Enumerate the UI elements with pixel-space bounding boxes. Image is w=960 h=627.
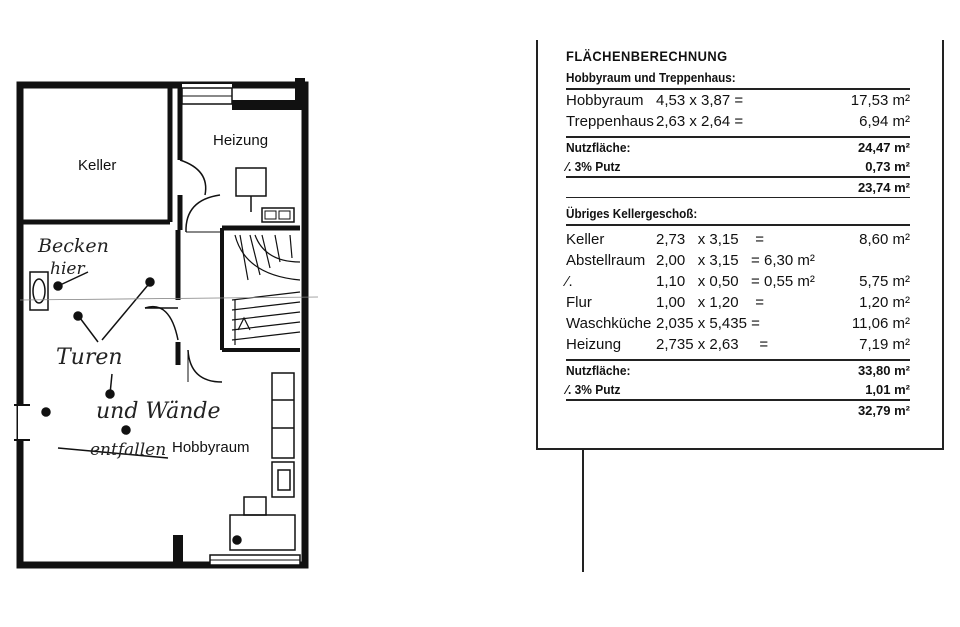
hall-door-arc-left: [145, 307, 178, 340]
row-name: Hobbyraum: [566, 92, 644, 109]
nutzflaeche-value: 33,80 m²: [857, 363, 910, 378]
putz-value: 0,73 m²: [865, 159, 910, 174]
calc-row: [566, 90, 910, 111]
boiler-units: [262, 208, 294, 222]
row-value: 7,19 m²: [859, 336, 910, 353]
area-calculation-box: [536, 40, 944, 450]
calc-row: [566, 313, 910, 334]
row-dimensions: 2,63 x 2,64 =: [656, 113, 744, 130]
row-dimensions: 1,10 x 0,50 = 0,55 m²: [656, 273, 815, 290]
calc-row: [566, 250, 910, 271]
nutzflaeche-label: Nutzfläche:: [566, 363, 631, 378]
room-label-keller: Keller: [78, 157, 117, 174]
total-row: [566, 401, 910, 420]
boiler: [236, 168, 266, 196]
putz-row: [566, 157, 910, 176]
row-name: Waschküche: [566, 315, 652, 332]
row-value: 6,94 m²: [859, 113, 910, 130]
heizung-door-arc: [180, 160, 206, 195]
row-value: 8,60 m²: [859, 231, 910, 248]
section1-heading: Hobbyraum und Treppenhaus:: [566, 70, 736, 85]
row-name: Heizung: [566, 336, 622, 353]
putz-label: ⁄. 3% Putz: [566, 159, 621, 174]
handwriting-becken: Becken: [38, 235, 109, 257]
row-name: Keller: [566, 231, 605, 248]
handwriting-und-waende: und Wände: [96, 399, 221, 424]
floor-plan-walls: [14, 78, 318, 565]
top-right-notch: [232, 100, 305, 110]
calc-row: [566, 271, 910, 292]
room-label-heizung: Heizung: [213, 132, 269, 149]
desk: [230, 497, 295, 550]
nutzflaeche-label: Nutzfläche:: [566, 140, 631, 155]
putz-row: [566, 380, 910, 399]
row-value: 17,53 m²: [850, 92, 910, 109]
row-value: 1,20 m²: [859, 294, 910, 311]
putz-label: ⁄. 3% Putz: [566, 382, 621, 397]
sink-icon: [30, 272, 48, 310]
calc-row: [566, 111, 910, 132]
row-dimensions: 1,00 x 1,20 =: [656, 294, 764, 311]
handwriting-entfallen: entfallen: [90, 440, 167, 460]
handwriting-turen: Turen: [56, 345, 123, 370]
nutzflaeche-value: 24,47 m²: [857, 140, 910, 155]
row-name: Treppenhaus: [566, 113, 654, 130]
handwriting-hier: hier: [50, 259, 85, 279]
row-value: 11,06 m²: [851, 315, 910, 332]
hall-door-arc-top: [186, 195, 220, 232]
row-dimensions: 4,53 x 3,87 =: [656, 92, 744, 109]
putz-value: 1,01 m²: [865, 382, 910, 397]
row-name: Abstellraum: [566, 252, 646, 269]
nutzflaeche-row: [566, 361, 910, 380]
row-name: ⁄.: [566, 273, 573, 290]
row-dimensions: 2,00 x 3,15 = 6,30 m²: [656, 252, 815, 269]
calculation-title: FLÄCHENBERECHNUNG: [566, 48, 728, 64]
box-stem-line: [582, 448, 584, 572]
total-value: 32,79 m²: [857, 403, 910, 418]
calc-row: [566, 334, 910, 355]
section2-heading: Übriges Kellergeschoß:: [566, 206, 698, 221]
room-label-hobbyraum: Hobbyraum: [172, 439, 250, 456]
row-dimensions: 2,73 x 3,15 =: [656, 231, 764, 248]
row-name: Flur: [566, 294, 592, 311]
row-dimensions: 2,735 x 2,63 =: [656, 336, 769, 353]
area-calculation: [566, 48, 910, 420]
calc-row: [566, 292, 910, 313]
row-dimensions: 2,035 x 5,435 =: [656, 315, 760, 332]
outer-wall: [20, 85, 305, 565]
calc-row: [566, 229, 910, 250]
staircase: [232, 235, 300, 345]
hall-door-arc-bottom: [188, 350, 222, 382]
nutzflaeche-row: [566, 138, 910, 157]
shelving: [272, 373, 294, 497]
row-value: 5,75 m²: [859, 273, 910, 290]
total-row: [566, 178, 910, 197]
total-value: 23,74 m²: [857, 180, 910, 195]
